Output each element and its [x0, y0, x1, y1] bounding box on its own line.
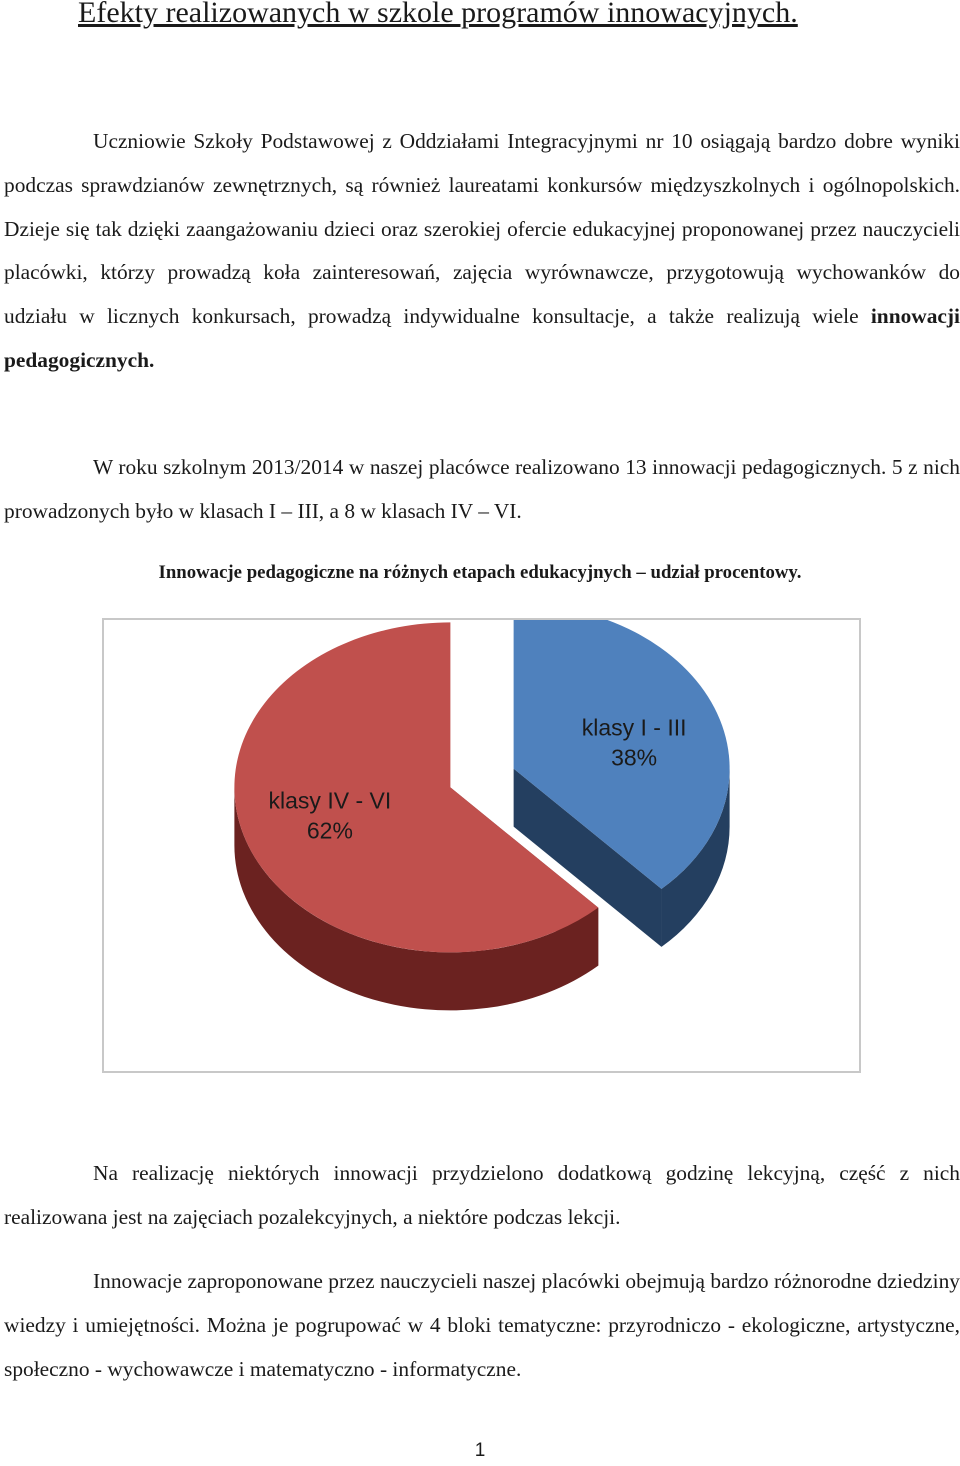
pie-value-klasy-i-iii: 38% — [611, 744, 658, 771]
page-title: Efekty realizowanych w szkole programów innowacyjnych. — [78, 0, 798, 29]
paragraph-intro-end: . — [148, 347, 155, 372]
pie-chart-svg — [104, 620, 859, 1071]
paragraph-intro-bold: innowacji pedagogicznych — [4, 304, 960, 372]
chart-caption: Innowacje pedagogiczne na różnych etapach edukacyjnych – udział procentowy. — [158, 562, 802, 583]
paragraph-stats: W roku szkolnym 2013/2014 w naszej placówce realizowano 13 innowacji pedagogicznych. 5 z nich prowadzonych było w klasach I – III, a 8 w klasach IV – VI. — [4, 455, 960, 523]
paragraph-intro-text: Uczniowie Szkoły Podstawowej z Oddziałami Integracyjnymi nr 10 osiągają bardzo dobre wyniki podczas sprawdzianów zewnętrznych, są również laureatami konkursów międzyszkolnych i ogólnopolskich. Dzieje się tak dzięki zaangażowaniu dzieci oraz szerokiej ofercie edukacyjnej proponowanej przez nauczycieli placówki, którzy prowadzą koła zainteresowań, zajęcia wyrównawcze, przygotowują wychowanków do udziału w licznych konkursach, prowadzą indywidualne konsultacje, a także realizują wiele — [4, 129, 960, 329]
paragraph-intro — [4, 120, 960, 383]
pie-chart — [102, 618, 861, 1073]
paragraph-blocks: Innowacje zaproponowane przez nauczycieli naszej placówki obejmują bardzo różnorodne dziedziny wiedzy i umiejętności. Można je pogrupować w 4 bloki tematyczne: przyrodniczo - ekologiczne, artystyczne, społeczno - wychowawcze i matematyczno - informatyczne. — [4, 1269, 960, 1381]
pie-label-klasy-iv-vi: klasy IV - VI — [268, 787, 392, 814]
paragraph-hours: Na realizację niektórych innowacji przydzielono dodatkową godzinę lekcyjną, część z nich realizowana jest na zajęciach pozalekcyjnych, a niektóre podczas lekcji. — [4, 1161, 960, 1229]
page-number: 1 — [474, 1440, 486, 1461]
pie-value-klasy-iv-vi: 62% — [306, 817, 353, 844]
pie-label-klasy-i-iii: klasy I - III — [581, 714, 687, 741]
